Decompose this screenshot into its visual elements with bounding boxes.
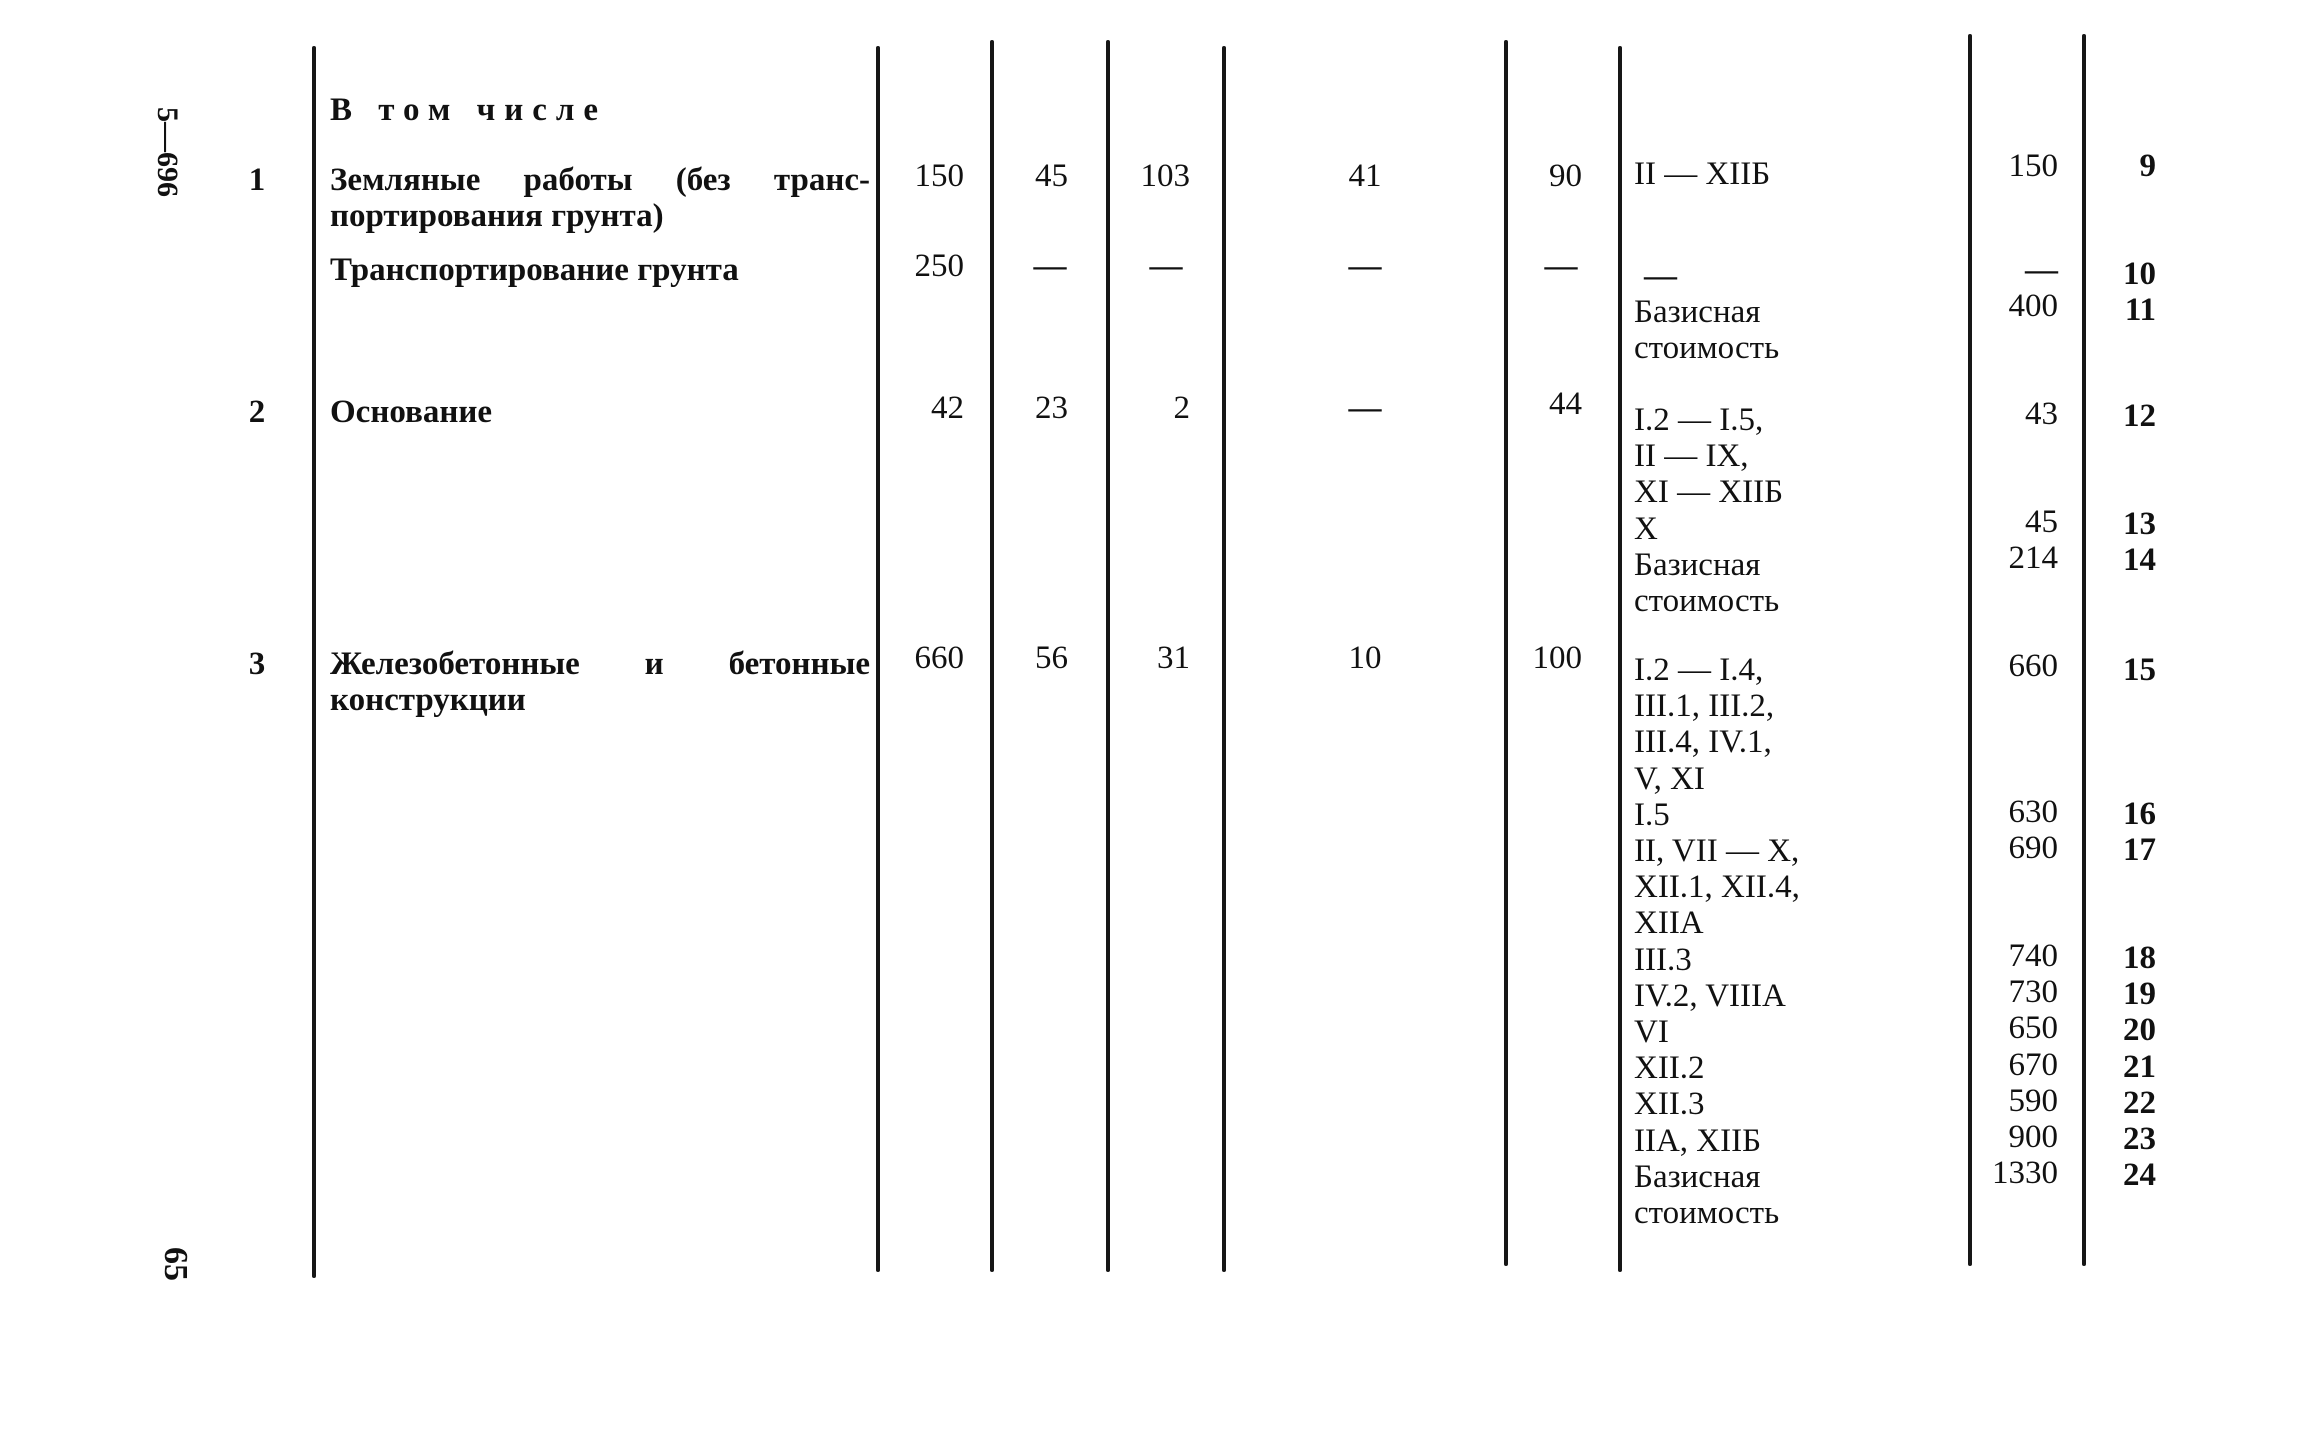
line-number: 24 xyxy=(2123,1157,2156,1194)
cost-value-list xyxy=(1972,648,2058,684)
row-name-line: портирования грунта) xyxy=(330,198,664,234)
line-number-list xyxy=(2086,940,2156,1193)
region-entry: XIIA xyxy=(1634,905,1704,942)
section-label: В том числе xyxy=(330,92,608,128)
region-entry: I.2 — I.5, xyxy=(1634,402,1764,438)
cell-value: 10 xyxy=(1348,640,1382,676)
line-number: 22 xyxy=(2123,1084,2156,1121)
row-name-line: конструкции xyxy=(330,682,526,718)
line-number: 12 xyxy=(2123,398,2156,434)
line-number: 14 xyxy=(2123,542,2156,579)
region-list xyxy=(1634,156,1770,192)
line-number: 23 xyxy=(2123,1121,2156,1158)
cell-value: 23 xyxy=(1035,390,1068,426)
region-entry: IIA, XIIБ xyxy=(1634,1122,1762,1159)
row-name xyxy=(330,646,870,718)
cell-value: 31 xyxy=(1157,640,1190,676)
cell-value: 44 xyxy=(1549,386,1582,422)
cost-value: 590 xyxy=(2008,1082,2058,1119)
region-entry: II — XIIБ xyxy=(1634,156,1771,192)
cost-value-list xyxy=(1972,938,2058,1191)
region-entry: XI — XIIБ xyxy=(1634,474,1784,511)
region-entry: Базисная xyxy=(1634,546,1761,583)
cost-value: — xyxy=(2025,252,2058,288)
region-entry: стоимость xyxy=(1634,583,1780,620)
line-number: 11 xyxy=(2124,292,2156,329)
cost-value: 1330 xyxy=(1992,1155,2058,1192)
line-number: 10 xyxy=(2123,256,2156,292)
row-name xyxy=(330,162,870,234)
region-entry: XII.3 xyxy=(1634,1086,1705,1123)
line-number-list xyxy=(2086,796,2156,868)
cost-value: 214 xyxy=(2008,540,2058,576)
row-name xyxy=(330,394,870,430)
cell-value: 103 xyxy=(1140,158,1190,194)
line-number: 9 xyxy=(2139,148,2156,184)
row-name-line: Транспортирование грунта xyxy=(330,252,739,288)
cost-value: 45 xyxy=(2025,504,2058,540)
cell-value: 100 xyxy=(1532,640,1582,676)
cell-value: — xyxy=(1348,390,1382,426)
line-number-list xyxy=(2086,256,2156,328)
region-entry: II — IX, xyxy=(1634,438,1749,475)
column-rule xyxy=(1222,46,1226,1272)
cell-value: 150 xyxy=(914,158,964,194)
region-entry: стоимость xyxy=(1634,330,1780,367)
row-number: 3 xyxy=(248,646,266,682)
cost-value: 900 xyxy=(2008,1119,2058,1156)
cell-value: 90 xyxy=(1549,158,1582,194)
line-number: 13 xyxy=(2123,506,2156,542)
cost-value: 630 xyxy=(2008,794,2058,830)
row-name-line: Основание xyxy=(330,394,493,430)
region-entry: III.3 xyxy=(1634,941,1692,978)
region-entry: стоимость xyxy=(1634,1195,1780,1232)
region-entry: — xyxy=(1644,258,1677,294)
page-number: 65 xyxy=(157,1247,194,1281)
row-name xyxy=(330,252,870,288)
cost-value: 670 xyxy=(2008,1046,2058,1083)
region-entry: I.2 — I.4, xyxy=(1634,652,1764,688)
line-number: 20 xyxy=(2123,1012,2156,1049)
region-entry: XII.1, XII.4, xyxy=(1634,869,1800,906)
row-number: 2 xyxy=(248,394,266,430)
region-entry: V, XI xyxy=(1634,760,1705,797)
cost-value: 660 xyxy=(2008,648,2058,684)
region-entry: Базисная xyxy=(1634,1158,1761,1195)
cell-value: — xyxy=(1149,248,1183,284)
region-entry: IV.2, VIIIA xyxy=(1634,977,1786,1014)
cost-value: 150 xyxy=(2008,148,2058,184)
cost-value: 400 xyxy=(2008,288,2058,324)
cost-value: 740 xyxy=(2008,938,2058,974)
column-rule xyxy=(312,46,316,1278)
cell-value: 660 xyxy=(914,640,964,676)
cell-value: 41 xyxy=(1348,158,1382,194)
row-number: 1 xyxy=(248,162,266,198)
column-rule xyxy=(1618,46,1622,1272)
region-entry: III.4, IV.1, xyxy=(1634,724,1772,761)
cost-value: 43 xyxy=(2025,396,2058,432)
region-list xyxy=(1634,402,1783,619)
region-list xyxy=(1634,258,1779,367)
cell-value: — xyxy=(1544,248,1578,284)
line-number: 17 xyxy=(2123,832,2156,869)
cell-value: 42 xyxy=(931,390,964,426)
cell-value: — xyxy=(1033,248,1067,284)
cost-value: 690 xyxy=(2008,830,2058,867)
line-number: 19 xyxy=(2123,976,2156,1013)
region-list xyxy=(1634,652,1800,1231)
line-number-list xyxy=(2086,506,2156,578)
cell-value: 2 xyxy=(1173,390,1190,426)
region-entry: X xyxy=(1634,510,1658,547)
cell-value: 56 xyxy=(1035,640,1068,676)
cost-value-list xyxy=(1972,794,2058,866)
line-number: 15 xyxy=(2123,652,2156,688)
line-number: 18 xyxy=(2123,940,2156,976)
cell-value: — xyxy=(1348,248,1382,284)
cell-value: 45 xyxy=(1035,158,1068,194)
region-entry: III.1, III.2, xyxy=(1634,688,1775,725)
line-number: 21 xyxy=(2123,1048,2156,1085)
cell-value: 250 xyxy=(914,248,964,284)
region-entry: XII.2 xyxy=(1634,1050,1705,1087)
row-name-line: Земляные работы (без транс- xyxy=(330,162,870,198)
region-entry: VI xyxy=(1634,1014,1669,1051)
cost-value: 730 xyxy=(2008,974,2058,1011)
region-entry: I.5 xyxy=(1634,796,1670,833)
row-name-line: Железобетонные и бетонные xyxy=(330,646,870,682)
cost-value: 650 xyxy=(2008,1010,2058,1047)
region-entry: Базисная xyxy=(1634,294,1761,331)
margin-code: 5—696 xyxy=(151,107,184,197)
line-number: 16 xyxy=(2123,796,2156,832)
region-entry: II, VII — X, xyxy=(1634,833,1800,870)
